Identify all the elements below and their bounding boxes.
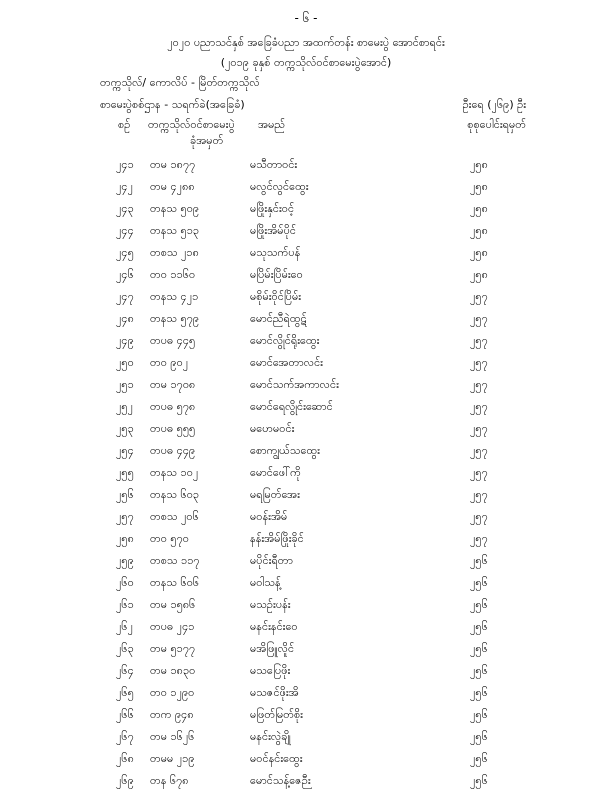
total-marks: ၂၅၇ [470,312,488,325]
table-row [0,378,612,400]
candidate-name: မလွင်လွင်ထွေး [250,180,309,193]
candidate-name: မဖြတ်မြတ်စိုး [250,708,303,721]
total-marks: ၂၅၆ [470,598,488,611]
candidate-name: မပိုင်းရီတာ [250,554,294,567]
candidate-name: နန်းအိမ်ဖြိုးခိုင် [250,532,304,545]
row-number: ၂၅၆ [116,488,134,501]
roll-number: တနသ ၆၀၃ [150,488,200,501]
results-list [0,158,612,792]
roll-number: တနသ ၅၁၃ [150,224,200,237]
header-name: အမည် [258,118,286,131]
roll-number: တမမ ၂၁၉ [150,752,195,765]
page-number: - ၆ - [294,11,318,25]
header-roll-sub: ခုံအမှတ် [190,134,224,147]
total-marks: ၂၅၆ [470,730,488,743]
table-row [0,708,612,730]
table-row [0,488,612,510]
document-subtitle: (၂၀၁၉ ခုနှစ် တက္ကသိုလ်ဝင်စာမေးပွဲအောင်) [220,56,392,69]
header-roll: တက္ကသိုလ်ဝင်စာမေးပွဲ [148,118,235,131]
table-row [0,730,612,752]
candidate-name: မဟေမဝင်း [250,422,295,435]
table-row [0,268,612,290]
total-marks: ၂၅၈ [470,202,488,215]
exam-center-line: စာမေးပွဲစစ်ဌာန - သရက်ခဲ(အခြေခံ) [100,98,245,111]
total-marks: ၂၅၇ [470,488,488,501]
total-marks: ၂၅၆ [470,554,488,567]
roll-number: တပဓ ၄၄၅ [150,334,196,347]
row-number: ၂၄၁ [116,158,134,171]
candidate-name: မောင်ရေလွိုင်းဆောင် [250,400,333,413]
total-marks: ၂၅၇ [470,510,488,523]
candidate-name: မဝင်နင်းထွေး [250,752,303,765]
table-row [0,400,612,422]
table-row [0,664,612,686]
candidate-count: ဦးရေ (၂၆၉) ဦး [462,98,526,111]
row-number: ၂၆၃ [116,642,134,655]
roll-number: တက ၉၄၈ [150,708,194,721]
table-row [0,224,612,246]
row-number: ၂၄၂ [116,180,133,193]
header-no: စဉ် [118,118,131,131]
roll-number: တဝ ၅၇၀ [150,532,189,545]
row-number: ၂၆၆ [116,708,134,721]
candidate-name: မစိုမ်းဝိုင်ပြိမ်း [250,290,302,303]
total-marks: ၂၅၆ [470,642,488,655]
candidate-name: မပြိမ်းပြိမ်းဝေ [250,268,303,281]
roll-number: တနသ ၄၂၁ [150,290,199,303]
candidate-name: မသုသက်ပန် [250,246,301,259]
total-marks: ၂၅၇ [470,356,488,369]
row-number: ၂၄၄ [116,224,134,237]
candidate-name: မောင်သန့်ဇေဉီး [250,774,311,787]
candidate-name: မသပြေဖိုး [250,664,291,677]
candidate-name: မောင်ညီရဲထွဋ် [250,312,307,325]
row-number: ၂၅၀ [116,356,134,369]
row-number: ၂၄၆ [116,268,134,281]
roll-number: တနသ ၅၀၉ [150,202,200,215]
roll-number: တပဓ ၅၇၈ [150,400,196,413]
table-row [0,158,612,180]
roll-number: တမ ၄၂၈၈ [150,180,195,193]
total-marks: ၂၅၈ [470,158,488,171]
candidate-name: မောင်အေတာလင်း [250,356,323,369]
total-marks: ၂၅၆ [470,774,488,787]
header-marks: စုစုပေါင်းရမှတ် [467,118,526,131]
roll-number: တမ ၁၈၇၇ [150,158,196,171]
table-row [0,532,612,554]
row-number: ၂၄၉ [116,334,134,347]
candidate-name: မောင်သက်အကာလင်း [250,378,339,391]
candidate-name: မရမြတ်အေး [250,488,300,501]
roll-number: တမ ၅၁၇၇ [150,642,196,655]
roll-number: တနသ ၁၀၂ [150,466,199,479]
row-number: ၂၅၃ [116,422,134,435]
row-number: ၂၅၈ [116,532,134,545]
total-marks: ၂၅၈ [470,268,488,281]
row-number: ၂၅၁ [116,378,134,391]
table-row [0,686,612,708]
total-marks: ၂၅၇ [470,378,488,391]
roll-number: တနသ ၅၇၉ [150,312,200,325]
table-row [0,246,612,268]
document-title: ၂၀၂၀ ပညာသင်နှစ် အခြေခံပညာ အထက်တန်း စာမေးပွဲ အောင်စာရင်း [167,36,445,49]
roll-number: တဝ ၁၂၉၀ [150,686,195,699]
candidate-name: မောင်ဖေါ်ကို [250,466,301,479]
row-number: ၂၅၇ [116,510,134,523]
row-number: ၂၆၈ [116,752,134,765]
table-row [0,202,612,224]
row-number: ၂၆၇ [116,730,134,743]
total-marks: ၂၅၆ [470,686,488,699]
row-number: ၂၆၄ [116,664,134,677]
table-row [0,510,612,532]
table-row [0,180,612,202]
table-row [0,774,612,792]
total-marks: ၂၅၈ [470,224,488,237]
roll-number: တမ ၁၈၃၀ [150,664,196,677]
row-number: ၂၄၅ [116,246,134,259]
row-number: ၂၆၂ [116,620,133,633]
candidate-name: မဖြိုးအိမ်ပိုင် [250,224,296,237]
total-marks: ၂၅၆ [470,576,488,589]
table-row [0,598,612,620]
total-marks: ၂၅၈ [470,180,488,193]
row-number: ၂၄၈ [116,312,134,325]
table-row [0,642,612,664]
table-row [0,576,612,598]
row-number: ၂၆၀ [116,576,134,589]
roll-number: တမ ၁၇၀၈ [150,378,196,391]
total-marks: ၂၅၆ [470,708,488,721]
candidate-name: မသီတာဝင်း [250,158,298,171]
total-marks: ၂၅၇ [470,400,488,413]
candidate-name: မသဉ်းပန်း [250,598,291,611]
roll-number: တမ ၁၆၂၆ [150,730,195,743]
row-number: ၂၅၂ [116,400,133,413]
table-row [0,752,612,774]
roll-number: တဝ ၉၀၂ [150,356,189,369]
total-marks: ၂၅၇ [470,290,488,303]
total-marks: ၂၅၇ [470,334,488,347]
row-number: ၂၆၁ [116,598,134,611]
total-marks: ၂၅၇ [470,466,488,479]
row-number: ၂၆၅ [116,686,134,699]
table-row [0,620,612,642]
candidate-name: မနင်းလွဲချို [250,730,291,743]
roll-number: တမ ၁၅၈၆ [150,598,196,611]
table-row [0,444,612,466]
roll-number: တစသ ၂၁၈ [150,246,199,259]
university-line: တက္ကသိုလ်/ ကောလိပ် - မြိတ်တက္ကသိုလ် [100,76,260,89]
total-marks: ၂၅၇ [470,422,488,435]
table-row [0,466,612,488]
row-number: ၂၅၅ [116,466,134,479]
row-number: ၂၆၉ [116,774,134,787]
table-row [0,356,612,378]
roll-number: တဝ ၁၁၆၀ [150,268,196,281]
candidate-name: မဝါသန့် [250,576,281,589]
total-marks: ၂၅၇ [470,532,488,545]
row-number: ၂၄၃ [116,202,134,215]
roll-number: တန ၆၇၈ [150,774,189,787]
table-row [0,312,612,334]
row-number: ၂၅၉ [116,554,134,567]
total-marks: ၂၅၆ [470,664,488,677]
candidate-name: မောင်လွိုင်ရိုးထွေး [250,334,320,347]
total-marks: ၂၅၆ [470,752,488,765]
roll-number: တစသ ၁၁၇ [150,554,200,567]
row-number: ၂၄၇ [116,290,134,303]
table-row [0,554,612,576]
table-row [0,290,612,312]
roll-number: တနသ ၆၀၆ [150,576,200,589]
roll-number: တပဓ ၅၅၅ [150,422,196,435]
total-marks: ၂၅၈ [470,246,488,259]
candidate-name: မဝန်းအိမ် [250,510,288,523]
total-marks: ၂၅၇ [470,444,488,457]
total-marks: ၂၅၆ [470,620,488,633]
candidate-name: မသဇင်ဖိုးအိ [250,686,299,699]
table-row [0,422,612,444]
candidate-name: မနင်းနင်းဝေ [250,620,298,633]
row-number: ၂၅၄ [116,444,134,457]
roll-number: တပဓ ၄၄၉ [150,444,196,457]
candidate-name: မအိဖြူလိူင် [250,642,295,655]
roll-number: တပဓ ၂၄၁ [150,620,195,633]
table-row [0,334,612,356]
roll-number: တစသ ၂၀၆ [150,510,199,523]
candidate-name: မဖြိုးနှင်းဝင့် [250,202,295,215]
candidate-name: စောကျွယ်သထွေး [250,444,320,457]
